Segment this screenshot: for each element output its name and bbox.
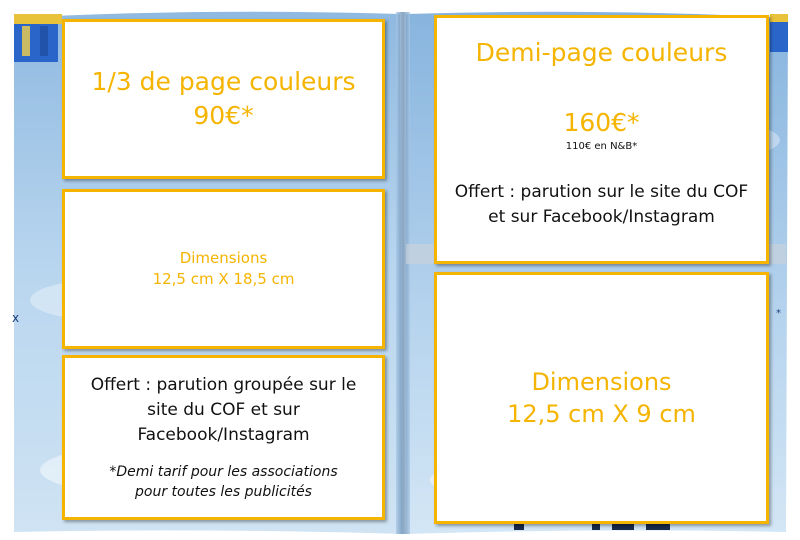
half-page-offer-line-2: et sur Facebook/Instagram bbox=[488, 207, 715, 227]
group-offer-line-2: site du COF et sur bbox=[147, 400, 300, 420]
half-page-ad-box bbox=[434, 15, 769, 264]
third-page-dimensions-label: Dimensions bbox=[179, 249, 268, 267]
half-page-dimensions-label: Dimensions bbox=[531, 368, 672, 396]
half-page-price: 160€* bbox=[563, 108, 640, 137]
group-offer-line-3: Facebook/Instagram bbox=[137, 425, 310, 445]
group-offer-line-1: Offert : parution groupée sur le bbox=[90, 375, 357, 395]
third-page-dimensions-box bbox=[62, 189, 385, 349]
half-page-title: Demi-page couleurs bbox=[475, 38, 728, 67]
third-page-price: 90€* bbox=[193, 101, 254, 130]
group-offer-box bbox=[62, 355, 385, 520]
svg-text:*: * bbox=[776, 308, 781, 319]
third-page-dimensions-size: 12,5 cm X 18,5 cm bbox=[152, 270, 295, 288]
svg-text:x: x bbox=[12, 311, 20, 325]
third-page-title: 1/3 de page couleurs bbox=[91, 67, 356, 96]
half-page-offer-line-1: Offert : parution sur le site du COF bbox=[454, 182, 749, 202]
association-note-line-1: *Demi tarif pour les associations bbox=[109, 464, 338, 480]
association-note-line-2: pour toutes les publicités bbox=[135, 484, 312, 500]
third-page-ad-box bbox=[62, 19, 385, 179]
half-page-dimensions-size: 12,5 cm X 9 cm bbox=[507, 400, 696, 428]
half-page-bw-price: 110€ en N&B* bbox=[565, 141, 638, 152]
half-page-dimensions-box bbox=[434, 272, 769, 524]
